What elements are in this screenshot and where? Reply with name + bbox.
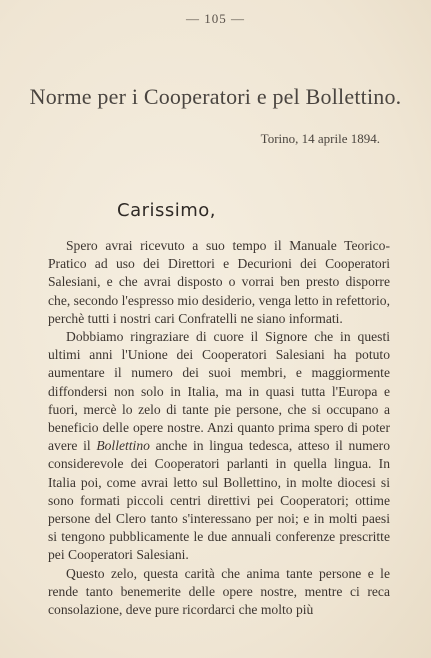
document-title: Norme per i Cooperatori e pel Bollettino. [29,84,402,109]
dateline: Torino, 14 aprile 1894. [260,131,380,146]
paragraph-2 [48,328,390,565]
letter-body [48,237,390,619]
page-number: — 105 — [186,11,245,26]
paragraph-3: Questo zelo, questa carità che anima tante persone e le rende tanto benemerite delle opere nostre, mentre ci reca consolazione, deve pure ricordarci che molto più [48,565,390,618]
paragraph-2-text-after: anche in lingua tedesca, atteso il numero considerevole dei Cooperatori parlanti in quella lingua. In Italia poi, come avrai letto sul Bollettino, in molte diocesi si sono formati piccoli centri direttivi pei Cooperatori; ottime persone del Clero tanto s'interessano per noi; e in molti paesi si tengono pubblicamente le due annuali conferenze prescritte pei Cooperatori Salesiani. [48,438,391,563]
bollettino-emphasis: Bollettino [96,438,150,454]
paragraph-2-text-before: Dobbiamo ringraziare di cuore il Signore che in questi ultimi anni l'Unione dei Cooperatori Salesiani ha potuto aumentare il numero dei suoi membri, e maggiormente diffondersi non solo in Italia, ma in quasi tutta l'Europa e fuori, mercè lo zelo di tante pie persone, che si occupano a beneficio delle opere nostre. Anzi quanto prima spero di poter avere il [48,329,390,454]
paragraph-1: Spero avrai ricevuto a suo tempo il Manuale Teorico-Pratico ad uso dei Direttori e Decurioni dei Cooperatori Salesiani, e che avrai disposto o vorrai ben presto disporre che, secondo l'espresso mio desiderio, venga letto in refettorio, perchè tutti i nostri cari Confratelli ne siano informati. [48,238,390,326]
salutation: Carissimo, [117,200,217,221]
